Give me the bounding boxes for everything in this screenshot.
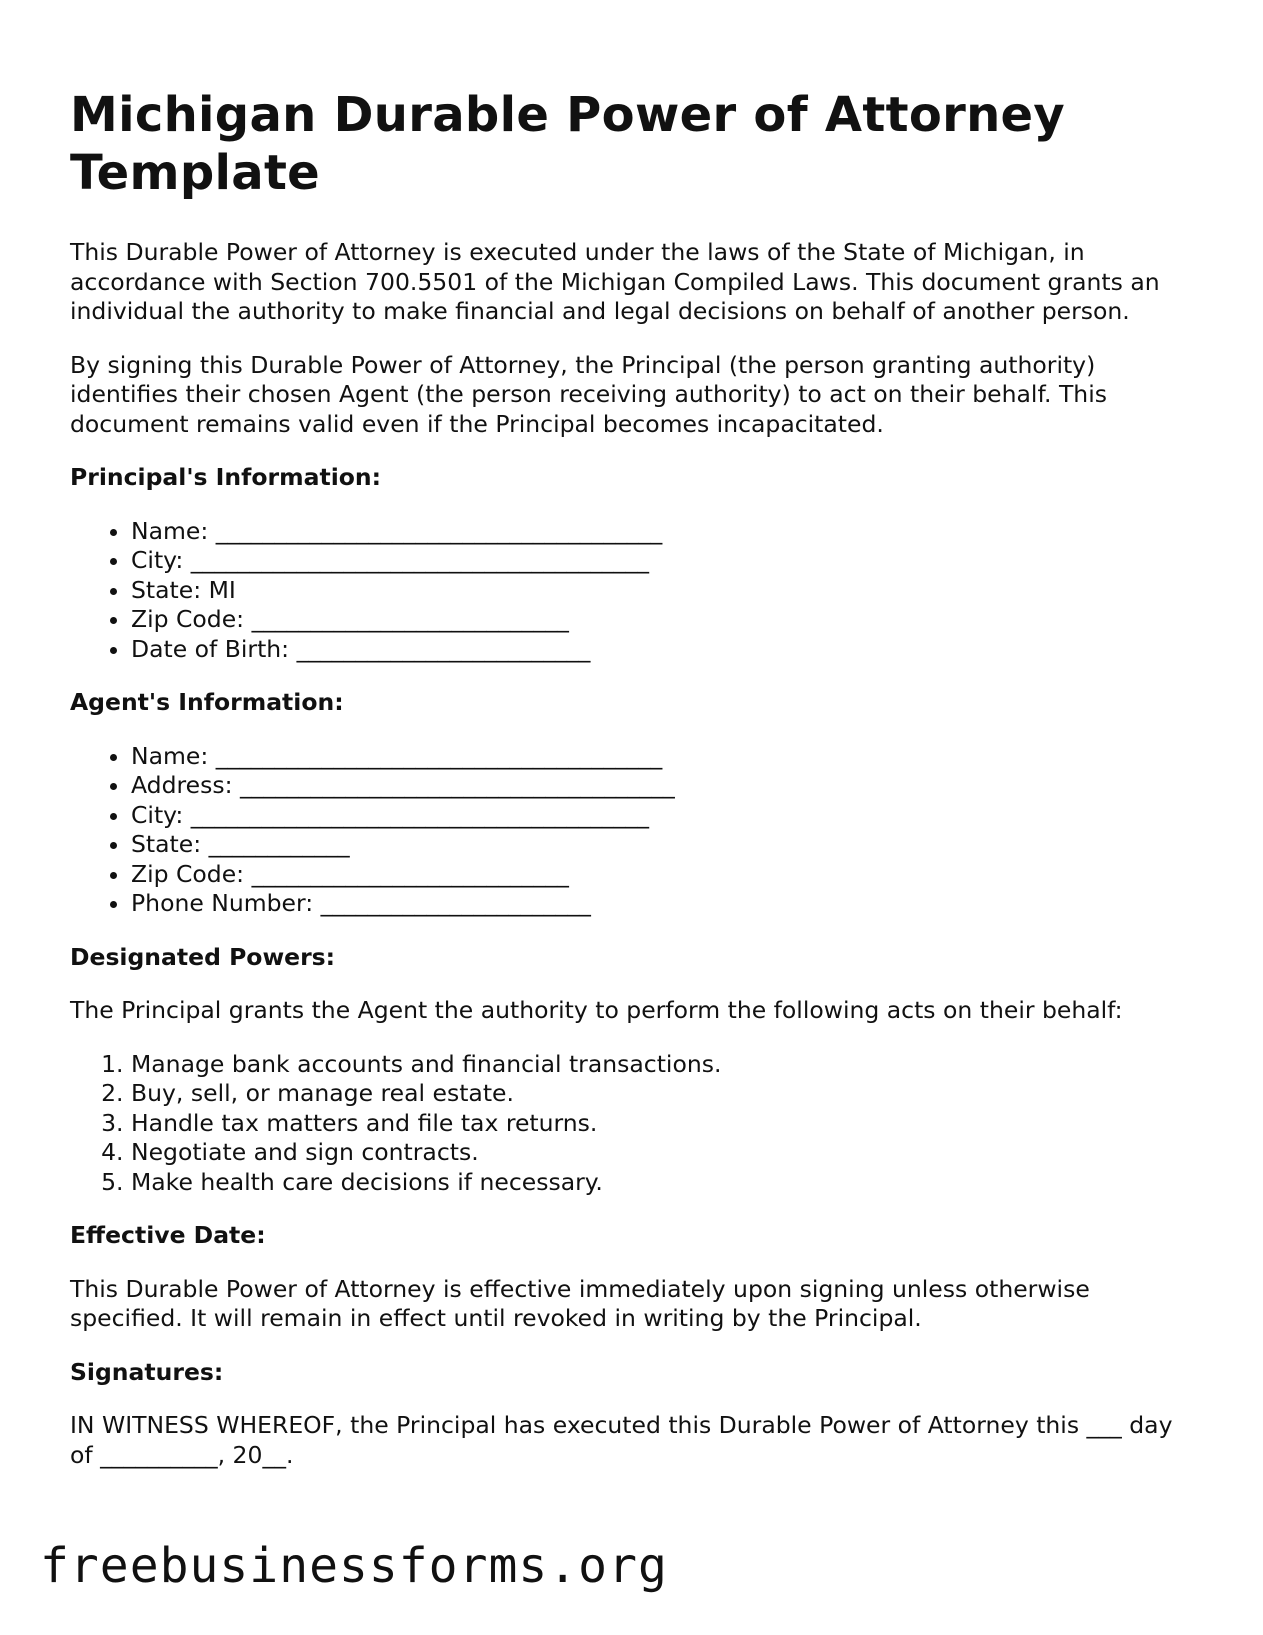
intro-paragraph-2: By signing this Durable Power of Attorney, the Principal (the person granting authority) identifies their chosen Agent (the person receiving authority) to act on their behalf. This document remains valid even if the Principal becomes incapacitated. xyxy=(70,350,1107,438)
agent-address-field: • Address: _____________________________________ xyxy=(131,771,1200,801)
agent-phone-field: • Phone Number: _______________________ xyxy=(131,889,1200,919)
powers-intro: The Principal grants the Agent the authority to perform the following acts on their behalf: xyxy=(70,996,1123,1024)
effective-date-text: This Durable Power of Attorney is effective immediately upon signing unless otherwise specified. It will remain in effect until revoked in writing by the Principal. xyxy=(70,1274,1090,1332)
powers-list xyxy=(70,1050,1200,1198)
signatures-text: IN WITNESS WHEREOF, the Principal has executed this Durable Power of Attorney this ___ day of __________, 20__. xyxy=(70,1411,1173,1469)
agent-state-field: • State: ____________ xyxy=(131,830,1200,860)
power-item: 3. Handle tax matters and file tax returns. xyxy=(131,1109,1200,1139)
principal-heading: Principal's Information: xyxy=(70,463,382,491)
effective-date-heading: Effective Date: xyxy=(70,1221,266,1249)
principal-fields-list xyxy=(70,517,1200,665)
intro-paragraph-1: This Durable Power of Attorney is executed under the laws of the State of Michigan, in accordance with Section 700.5501 of the Michigan Compiled Laws. This document grants an individual the authority to make financial and legal decisions on behalf of another person. xyxy=(70,238,1160,325)
principal-name-field: • Name: ______________________________________ xyxy=(131,517,1200,547)
agent-heading: Agent's Information: xyxy=(70,688,344,716)
power-item: 1. Manage bank accounts and financial transactions. xyxy=(131,1050,1200,1080)
document-title: Michigan Durable Power of Attorney Template xyxy=(70,87,1065,201)
signatures-heading: Signatures: xyxy=(70,1357,224,1386)
agent-zip-field: • Zip Code: ___________________________ xyxy=(131,860,1200,890)
power-item: 5. Make health care decisions if necessary. xyxy=(131,1168,1200,1198)
power-item: 4. Negotiate and sign contracts. xyxy=(131,1138,1200,1168)
principal-dob-field: • Date of Birth: _________________________ xyxy=(131,635,1200,665)
document-page xyxy=(70,86,1200,1494)
agent-fields-list xyxy=(70,742,1200,919)
principal-city-field: • City: _______________________________________ xyxy=(131,546,1200,576)
powers-heading: Designated Powers: xyxy=(70,942,336,971)
principal-zip-field: • Zip Code: ___________________________ xyxy=(131,605,1200,635)
agent-city-field: • City: _______________________________________ xyxy=(131,801,1200,831)
watermark: freebusinessforms.org xyxy=(40,1538,668,1594)
power-item: 2. Buy, sell, or manage real estate. xyxy=(131,1079,1200,1109)
principal-state-field: • State: MI xyxy=(131,576,1200,606)
agent-name-field: • Name: ______________________________________ xyxy=(131,742,1200,772)
